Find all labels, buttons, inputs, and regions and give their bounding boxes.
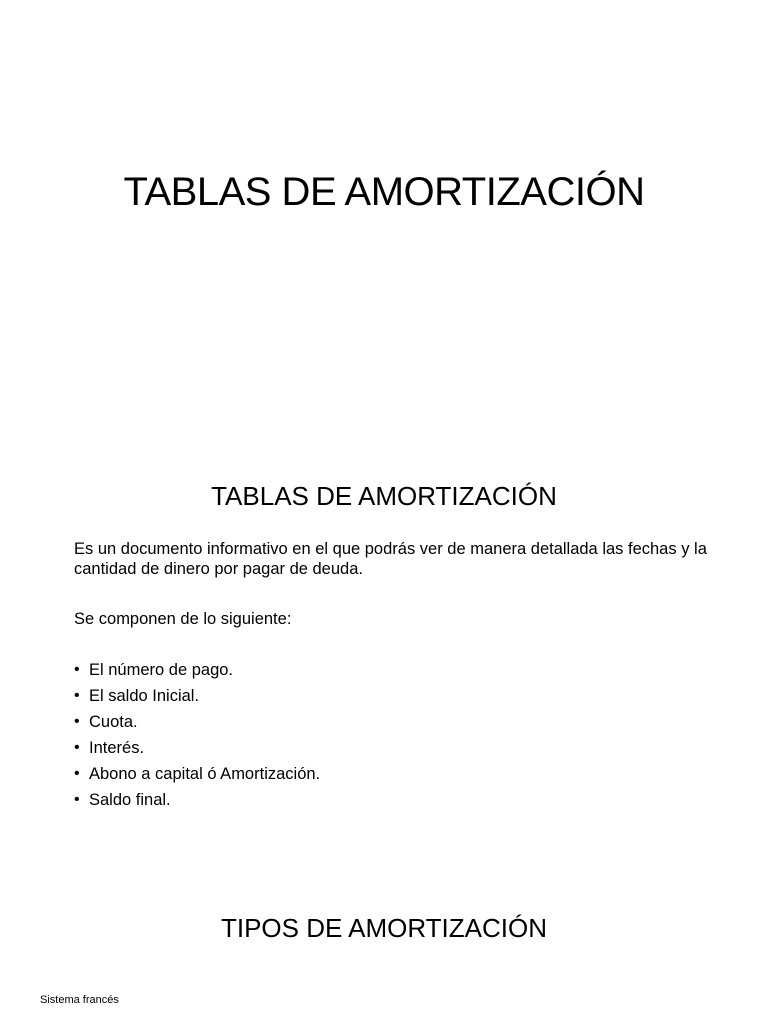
list-item xyxy=(74,787,674,813)
footer-note: Sistema francés xyxy=(40,994,119,1006)
description-paragraph: Es un documento informativo en el que podrás ver de manera detallada las fechas y la cantidad de dinero por pagar de deuda. xyxy=(74,540,707,578)
bullet-icon: • xyxy=(74,661,80,678)
list-item-label: Abono a capital ó Amortización. xyxy=(89,765,321,783)
components-list xyxy=(74,657,674,813)
bullet-icon: • xyxy=(74,739,80,756)
slide-title: TABLAS DE AMORTIZACIÓN xyxy=(123,170,645,214)
list-item xyxy=(74,709,674,735)
list-item-label: El número de pago. xyxy=(89,661,234,679)
list-item-label: Saldo final. xyxy=(89,791,171,809)
section-heading-tipos: TIPOS DE AMORTIZACIÓN xyxy=(220,913,547,943)
list-item xyxy=(74,735,674,761)
list-item-label: El saldo Inicial. xyxy=(89,687,200,705)
list-item-label: Interés. xyxy=(89,739,145,757)
section-heading-tablas: TABLAS DE AMORTIZACIÓN xyxy=(211,481,557,511)
list-item xyxy=(74,761,674,787)
list-item xyxy=(74,683,674,709)
bullet-icon: • xyxy=(74,687,80,704)
bullet-icon: • xyxy=(74,791,80,808)
bullet-icon: • xyxy=(74,765,80,782)
list-item xyxy=(74,657,674,683)
list-item-label: Cuota. xyxy=(89,713,138,731)
components-intro: Se componen de lo siguiente: xyxy=(74,610,292,628)
bullet-icon: • xyxy=(74,713,80,730)
